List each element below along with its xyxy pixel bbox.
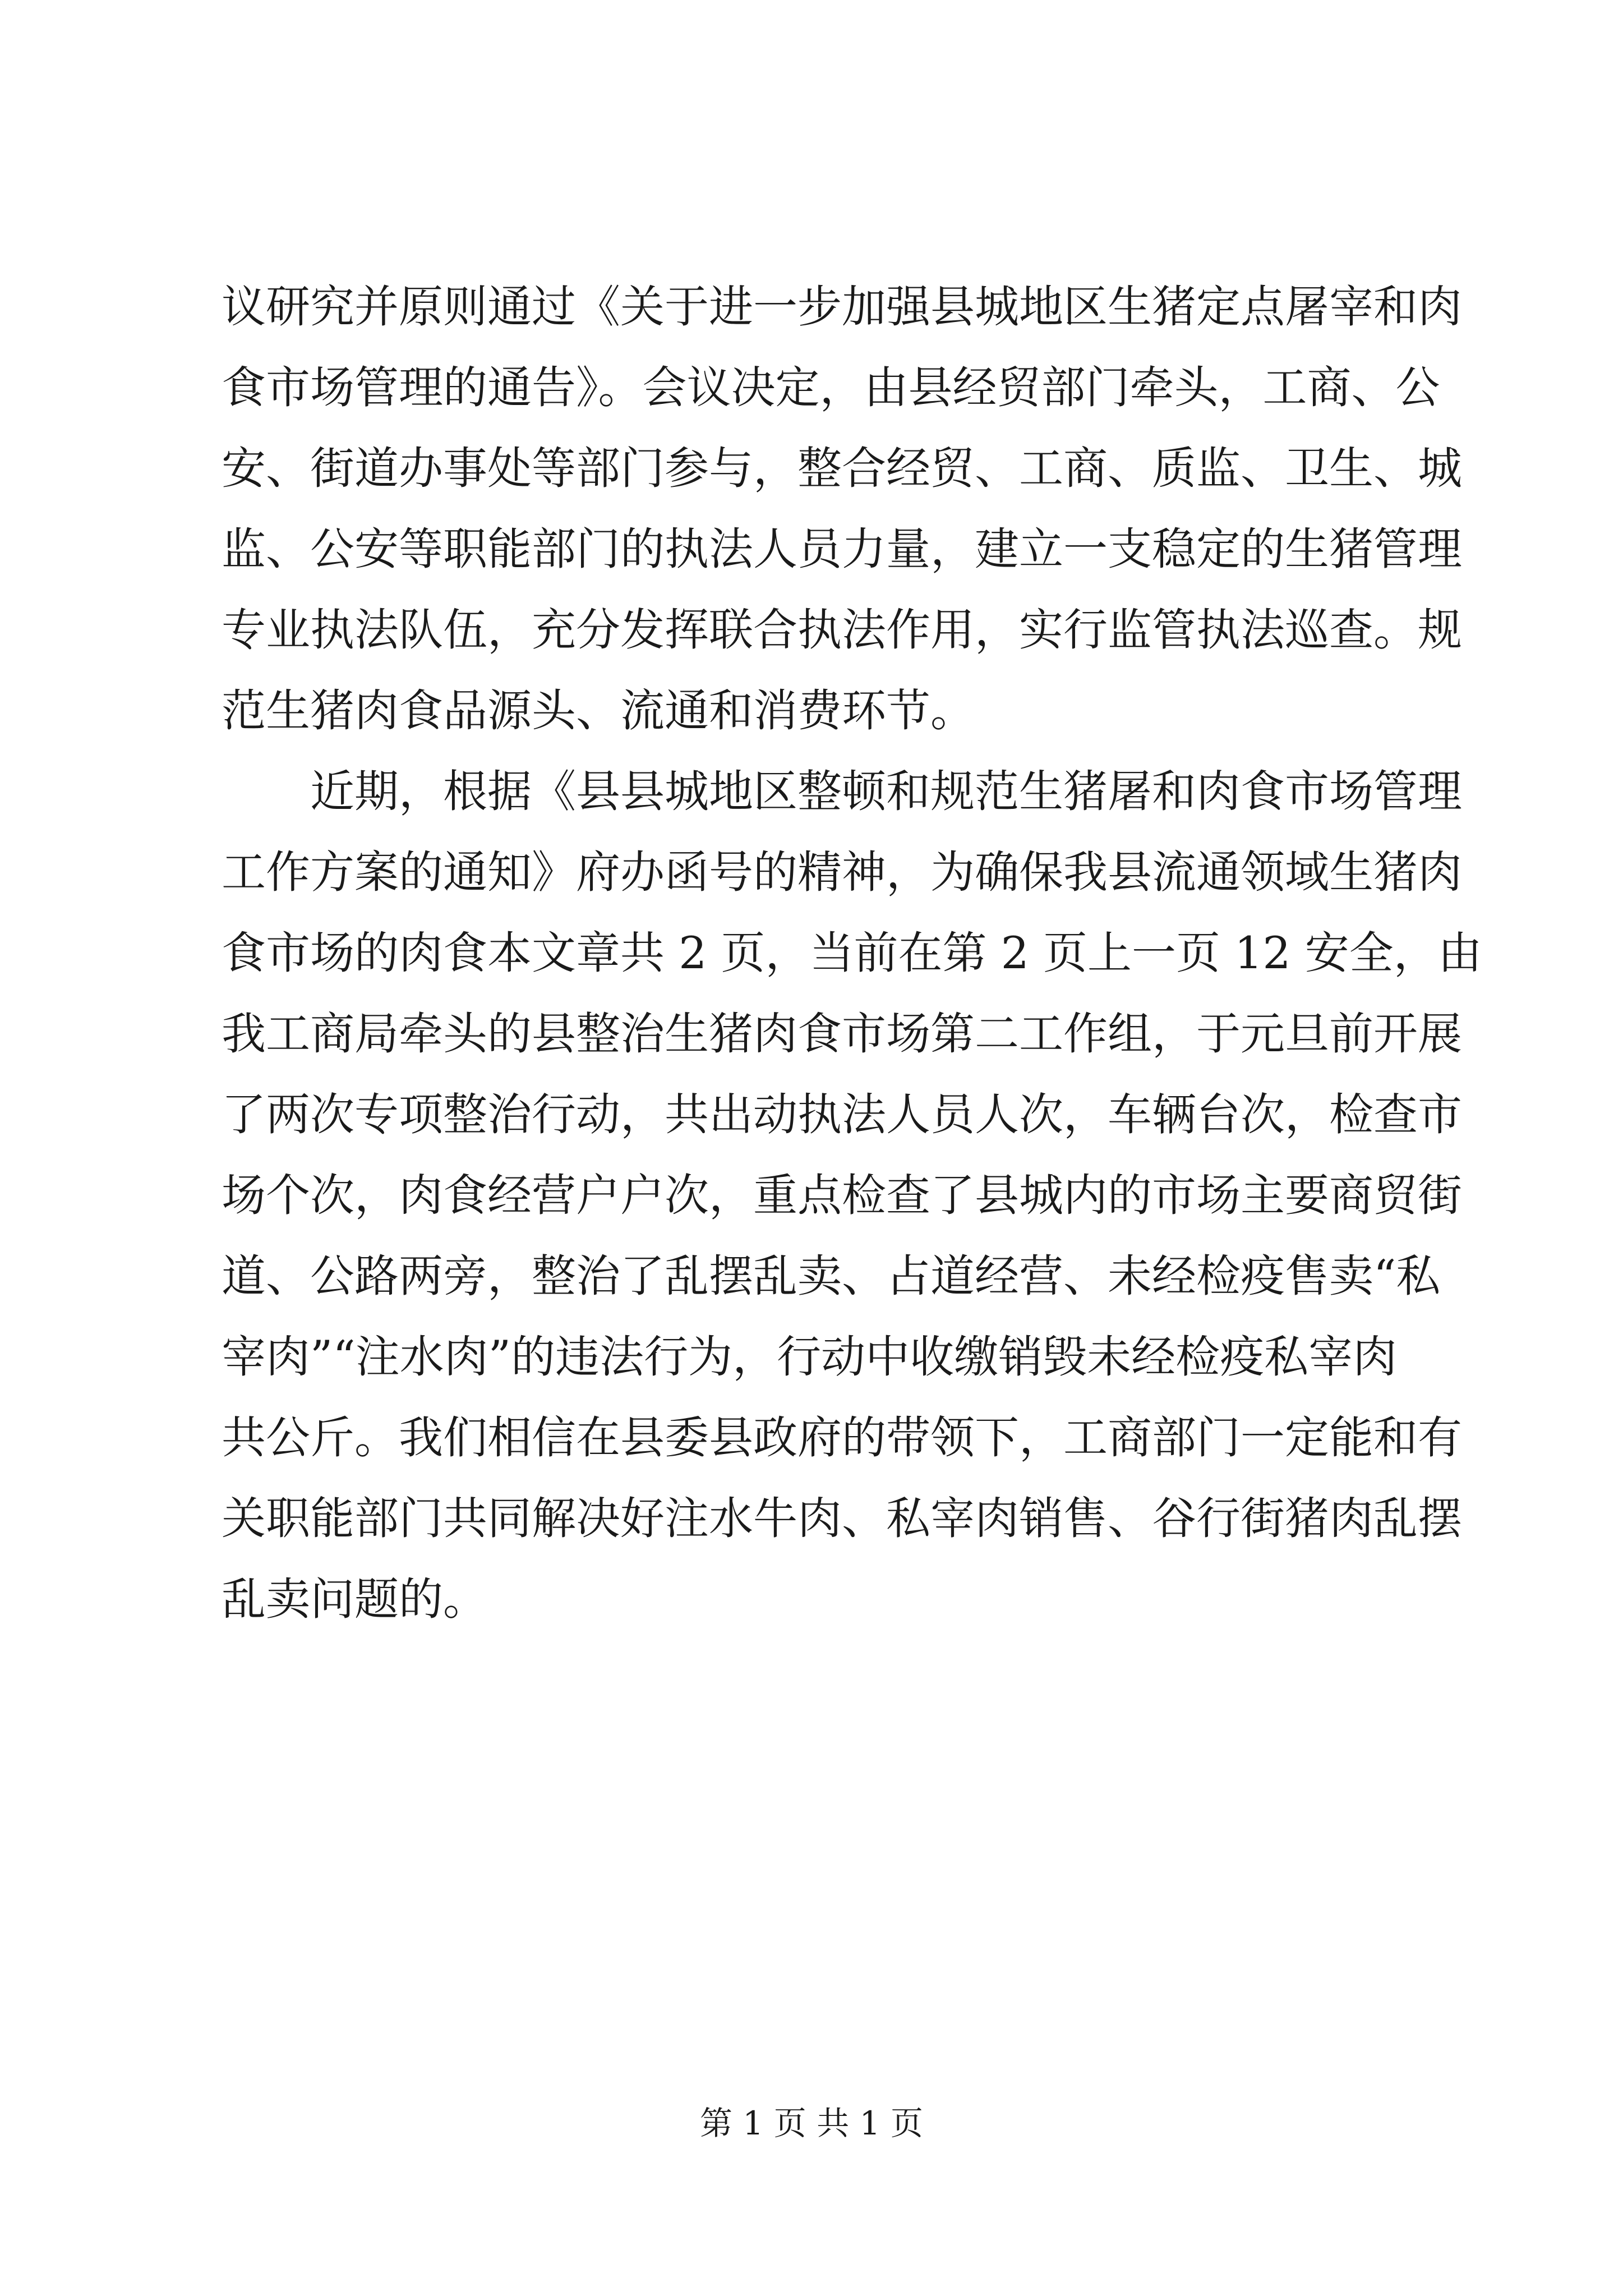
text-line: 宰肉”“注水肉”的违法行为，行动中收缴销毁未经检疫私宰肉 bbox=[222, 1331, 1398, 1383]
text-line: 共公斤。我们相信在县委县政府的带领下，工商部门一定能和有 bbox=[222, 1412, 1462, 1464]
text-line: 近期，根据《县县城地区整顿和规范生猪屠和肉食市场管理 bbox=[310, 766, 1462, 817]
text-line: 范生猪肉食品源头、流通和消费环节。 bbox=[222, 685, 975, 737]
text-line: 食市场管理的通告》。会议决定，由县经贸部门牵头，工商、公 bbox=[222, 362, 1440, 413]
paragraph-1 bbox=[222, 266, 1462, 751]
text-line: 专业执法队伍，充分发挥联合执法作用，实行监管执法巡查。规 bbox=[222, 604, 1462, 656]
text-line: 场个次，肉食经营户户次，重点检查了县城内的市场主要商贸街 bbox=[222, 1170, 1462, 1221]
document-body bbox=[222, 266, 1482, 1640]
text-line: 食市场的肉食本文章共 2 页，当前在第 2 页上一页 12 安全，由 bbox=[222, 927, 1482, 979]
text-line: 监、公安等职能部门的执法人员力量，建立一支稳定的生猪管理 bbox=[222, 523, 1462, 575]
text-line: 工作方案的通知》府办函号的精神，为确保我县流通领域生猪肉 bbox=[222, 846, 1462, 898]
text-line: 道、公路两旁，整治了乱摆乱卖、占道经营、未经检疫售卖“私 bbox=[222, 1250, 1441, 1302]
text-line: 我工商局牵头的县整治生猪肉食市场第二工作组，于元旦前开展 bbox=[222, 1008, 1462, 1060]
page-number-label: 第 1 页 共 1 页 bbox=[700, 2104, 923, 2142]
text-line: 议研究并原则通过《关于进一步加强县城地区生猪定点屠宰和肉 bbox=[222, 281, 1462, 333]
page-footer bbox=[0, 2101, 1623, 2146]
text-line: 安、街道办事处等部门参与，整合经贸、工商、质监、卫生、城 bbox=[222, 443, 1462, 494]
paragraph-2 bbox=[222, 751, 1482, 1640]
text-line: 了两次专项整治行动，共出动执法人员人次，车辆台次，检查市 bbox=[222, 1089, 1462, 1140]
text-line: 乱卖问题的。 bbox=[222, 1573, 487, 1625]
text-line: 关职能部门共同解决好注水牛肉、私宰肉销售、谷行街猪肉乱摆 bbox=[222, 1493, 1462, 1544]
